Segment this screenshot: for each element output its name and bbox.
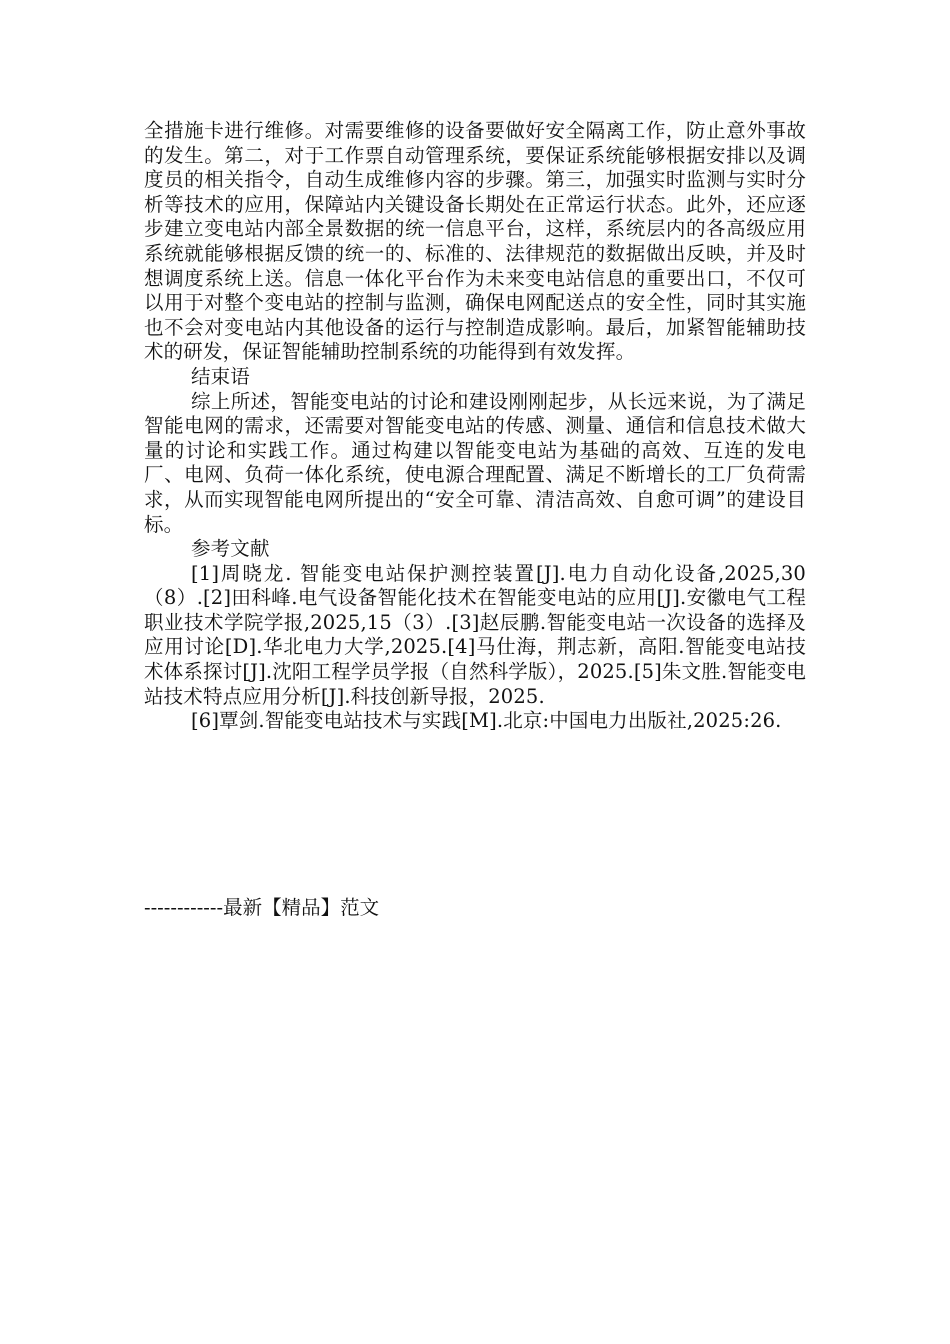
conclusion-paragraph: 综上所述，智能变电站的讨论和建设刚刚起步，从长远来说，为了满足智能电网的需求，还需要对智能变电站的传感、测量、通信和信息技术做大量的讨论和实践工作。通过构建以智能变电站为基础的高效、互连的发电厂、电网、负荷一体化系统，使电源合理配置、满足不断增长的工厂负荷需求，从而实现智能电网所提出的“安全可靠、清洁高效、自愈可调”的建设目标。	[144, 389, 806, 536]
references-heading: 参考文献	[191, 537, 270, 561]
page-footer: ------------最新【精品】范文	[144, 896, 380, 919]
body-paragraph: 全措施卡进行维修。对需要维修的设备要做好安全隔离工作，防止意外事故的发生。第二，对于工作票自动管理系统，要保证系统能够根据安排以及调度员的相关指令，自动生成维修内容的步骤。第三，加强实时监测与实时分析等技术的应用，保障站内关键设备长期处在正常运行状态。此外，还应逐步建立变电站内部全景数据的统一信息平台，这样，系统层内的各高级应用系统就能够根据反馈的统一的、标准的、法律规范的数据做出反映，并及时想调度系统上送。信息一体化平台作为未来变电站信息的重要出口，不仅可以用于对整个变电站的控制与监测，确保电网配送点的安全性，同时其实施也不会对变电站内其他设备的运行与控制造成影响。最后，加紧智能辅助技术的研发，保证智能辅助控制系统的功能得到有效发挥。	[144, 119, 806, 364]
conclusion-heading: 结束语	[191, 364, 250, 388]
references-list: [1]周晓龙. 智能变电站保护测控装置[J].电力自动化设备,2025,30（8）.[2]田科峰.电气设备智能化技术在智能变电站的应用[J].安徽电气工程职业技术学院学报,2025,15（3）.[3]赵辰鹏.智能变电站一次设备的选择及应用讨论[D].华北电力大学,2025.[4]马仕海，荆志新，高阳.智能变电站技术体系探讨[J].沈阳工程学员学报（自然科学版），2025.[5]朱文胜.智能变电站技术特点应用分析[J].科技创新导报，2025.	[144, 561, 806, 708]
reference-item-6: [6]覃剑.智能变电站技术与实践[M].北京:中国电力出版社,2025:26.	[191, 709, 782, 733]
document-body	[144, 119, 806, 734]
